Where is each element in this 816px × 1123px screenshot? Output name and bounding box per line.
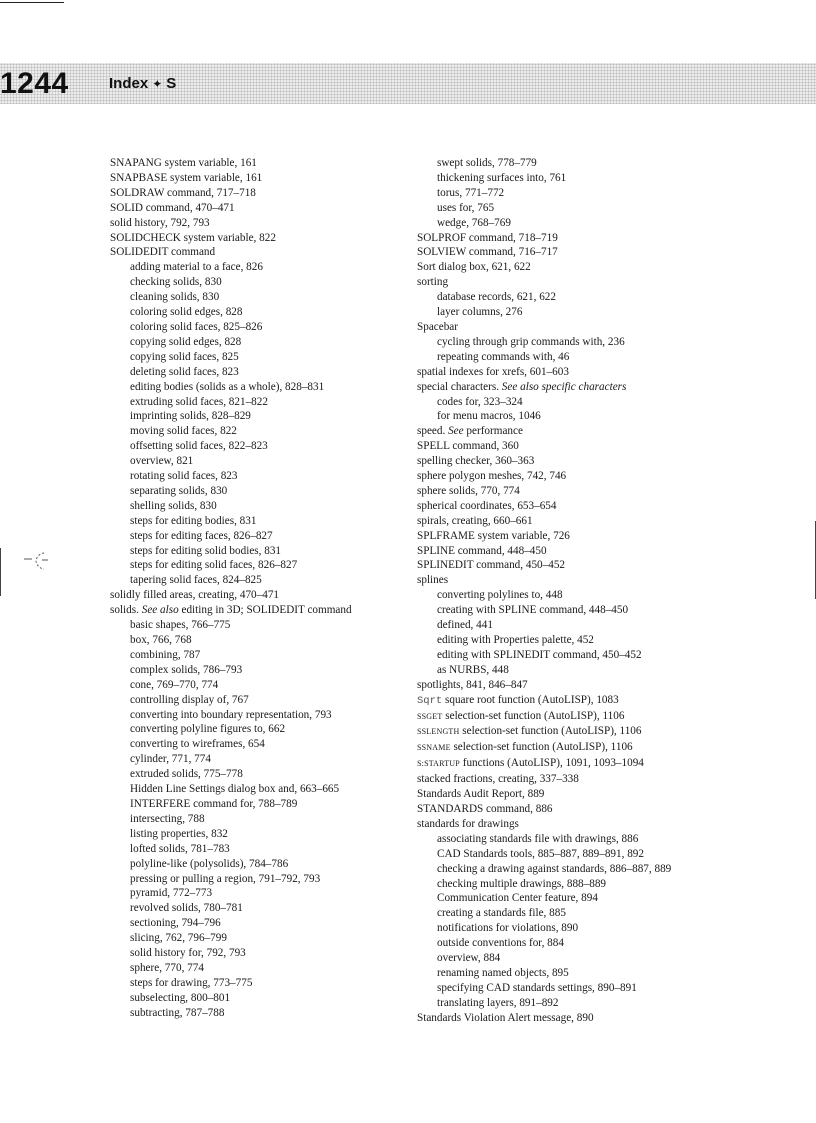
entry-text: translating layers, 891–892 bbox=[437, 996, 559, 1009]
entry-text: steps for editing solid faces, 826–827 bbox=[130, 559, 298, 572]
entry-text: creating with SPLINE command, 448–450 bbox=[437, 604, 629, 617]
index-entry bbox=[417, 245, 717, 260]
index-subentry bbox=[110, 693, 395, 708]
entry-text: S:STARTUP bbox=[417, 759, 460, 769]
index-subentry bbox=[110, 678, 395, 693]
entry-text: standards for drawings bbox=[417, 817, 519, 830]
entry-text: spotlights, 841, 846–847 bbox=[417, 678, 528, 691]
index-subentry bbox=[110, 931, 395, 946]
entry-text: editing with Properties palette, 452 bbox=[437, 634, 594, 646]
index-subentry bbox=[417, 648, 717, 663]
entry-text: rotating solid faces, 823 bbox=[130, 470, 238, 483]
index-subentry bbox=[417, 832, 717, 847]
entry-text: SOLPROF command, 718–719 bbox=[417, 231, 558, 244]
index-subentry bbox=[110, 916, 395, 931]
entry-text: See also specific characters bbox=[501, 380, 627, 393]
entry-text: combining, 787 bbox=[130, 648, 201, 661]
entry-text: CAD Standards tools, 885–887, 889–891, 892 bbox=[437, 847, 644, 860]
entry-text: See bbox=[448, 425, 464, 438]
entry-text: converting polyline figures to, 662 bbox=[130, 723, 286, 736]
index-entry bbox=[417, 231, 717, 246]
entry-text: subtracting, 787–788 bbox=[130, 1006, 225, 1019]
index-subentry bbox=[110, 722, 395, 737]
index-subentry bbox=[417, 936, 717, 951]
index-subentry bbox=[417, 201, 717, 216]
entry-text: INTERFERE command for, 788–789 bbox=[130, 797, 298, 810]
entry-text: polyline-like (polysolids), 784–786 bbox=[130, 857, 289, 870]
entry-text: intersecting, 788 bbox=[130, 812, 205, 825]
entry-text: database records, 621, 622 bbox=[437, 291, 556, 304]
index-subentry bbox=[110, 260, 395, 275]
entry-text: cylinder, 771, 774 bbox=[130, 753, 211, 766]
entry-text: steps for editing solid bodies, 831 bbox=[130, 544, 282, 557]
index-subentry bbox=[417, 186, 717, 201]
index-entry bbox=[417, 499, 717, 514]
entry-text: SSGET bbox=[417, 711, 443, 721]
entry-text: thickening surfaces into, 761 bbox=[437, 171, 567, 184]
index-subentry bbox=[110, 558, 395, 573]
entry-text: checking multiple drawings, 888–889 bbox=[437, 877, 607, 890]
entry-text: SOLIDCHECK system variable, 822 bbox=[110, 231, 276, 244]
entry-text: complex solids, 786–793 bbox=[130, 663, 243, 676]
entry-text: deleting solid faces, 823 bbox=[130, 365, 239, 378]
index-entry bbox=[417, 558, 717, 573]
entry-text: associating standards file with drawings, 886 bbox=[437, 832, 639, 845]
index-subentry bbox=[110, 290, 395, 305]
index-entry bbox=[417, 365, 717, 380]
entry-text: codes for, 323–324 bbox=[437, 395, 523, 408]
index-subentry bbox=[417, 171, 717, 186]
index-subentry bbox=[417, 951, 717, 966]
entry-text: splines bbox=[417, 574, 449, 587]
index-subentry bbox=[110, 797, 395, 812]
entry-text: overview, 884 bbox=[437, 952, 501, 965]
index-subentry bbox=[417, 906, 717, 921]
index-subentry bbox=[110, 842, 395, 857]
index-entry bbox=[417, 454, 717, 469]
index-subentry bbox=[417, 981, 717, 996]
entry-text: spherical coordinates, 653–654 bbox=[417, 499, 557, 512]
index-entry bbox=[417, 709, 717, 725]
index-entry bbox=[110, 171, 395, 186]
index-entry bbox=[417, 787, 717, 802]
entry-text: performance bbox=[463, 425, 523, 438]
index-subentry bbox=[417, 921, 717, 936]
index-entry bbox=[417, 484, 717, 499]
entry-text: SOLID command, 470–471 bbox=[110, 201, 235, 214]
entry-text: layer columns, 276 bbox=[437, 306, 523, 319]
index-subentry bbox=[110, 857, 395, 872]
index-entry bbox=[110, 231, 395, 246]
entry-text: Standards Audit Report, 889 bbox=[417, 788, 545, 801]
index-entry bbox=[417, 740, 717, 756]
entry-text: coloring solid edges, 828 bbox=[130, 306, 243, 319]
entry-text: speed. bbox=[417, 425, 449, 438]
entry-text: Hidden Line Settings dialog box and, 663–665 bbox=[130, 783, 340, 796]
section-name: Index bbox=[109, 75, 149, 92]
index-subentry bbox=[417, 891, 717, 906]
entry-text: cone, 769–770, 774 bbox=[130, 678, 219, 691]
entry-text: adding material to a face, 826 bbox=[130, 261, 263, 274]
entry-text: extruded solids, 775–778 bbox=[130, 768, 243, 781]
index-entry bbox=[417, 678, 717, 693]
index-subentry bbox=[417, 862, 717, 877]
entry-text: editing in 3D; SOLIDEDIT command bbox=[178, 604, 352, 617]
entry-text: sphere polygon meshes, 742, 746 bbox=[417, 470, 567, 483]
index-subentry bbox=[110, 663, 395, 678]
index-entry bbox=[110, 216, 395, 231]
index-entry bbox=[417, 424, 717, 439]
index-column-left bbox=[110, 156, 395, 1021]
entry-text: steps for editing faces, 826–827 bbox=[130, 529, 273, 542]
index-subentry bbox=[417, 335, 717, 350]
index-subentry bbox=[110, 350, 395, 365]
index-subentry bbox=[417, 588, 717, 603]
index-entry bbox=[417, 693, 717, 709]
entry-text: overview, 821 bbox=[130, 455, 194, 468]
index-subentry bbox=[417, 350, 717, 365]
entry-text: STANDARDS command, 886 bbox=[417, 802, 553, 815]
entry-text: separating solids, 830 bbox=[130, 484, 228, 497]
index-subentry bbox=[110, 991, 395, 1006]
entry-text: notifications for violations, 890 bbox=[437, 922, 579, 935]
index-subentry bbox=[417, 290, 717, 305]
entry-text: copying solid faces, 825 bbox=[130, 350, 239, 363]
entry-text: pyramid, 772–773 bbox=[130, 887, 213, 900]
entry-text: special characters. bbox=[417, 380, 502, 393]
index-subentry bbox=[110, 529, 395, 544]
entry-text: sphere, 770, 774 bbox=[130, 961, 204, 974]
section-letter: S bbox=[166, 75, 177, 92]
index-entry bbox=[417, 802, 717, 817]
entry-text: Spacebar bbox=[417, 320, 458, 333]
index-subentry bbox=[110, 484, 395, 499]
entry-text: swept solids, 778–779 bbox=[437, 157, 537, 169]
index-subentry bbox=[110, 514, 395, 529]
index-entry bbox=[110, 245, 395, 260]
page-number: 1244 bbox=[0, 67, 69, 100]
index-entry bbox=[417, 573, 717, 588]
entry-text: steps for editing bodies, 831 bbox=[130, 514, 257, 527]
entry-text: creating a standards file, 885 bbox=[437, 907, 566, 920]
entry-text: SPLINE command, 448–450 bbox=[417, 544, 547, 557]
index-subentry bbox=[417, 847, 717, 862]
entry-text: solidly filled areas, creating, 470–471 bbox=[110, 589, 280, 602]
index-entry bbox=[417, 275, 717, 290]
entry-text: SSNAME bbox=[417, 743, 451, 753]
index-column-right bbox=[417, 156, 717, 1026]
entry-text: converting polylines to, 448 bbox=[437, 589, 563, 602]
entry-text: SPLINEDIT command, 450–452 bbox=[417, 559, 566, 572]
entry-text: Sort dialog box, 621, 622 bbox=[417, 261, 531, 274]
entry-text: checking a drawing against standards, 886–887, 889 bbox=[437, 862, 672, 875]
entry-text: shelling solids, 830 bbox=[130, 499, 217, 512]
entry-text: spirals, creating, 660–661 bbox=[417, 514, 533, 527]
index-subentry bbox=[110, 380, 395, 395]
index-subentry bbox=[110, 618, 395, 633]
edge-mark-left bbox=[0, 548, 1, 596]
entry-text: repeating commands with, 46 bbox=[437, 350, 570, 363]
entry-text: tapering solid faces, 824–825 bbox=[130, 574, 262, 587]
index-subentry bbox=[417, 156, 717, 171]
index-entry bbox=[417, 469, 717, 484]
index-entry bbox=[417, 439, 717, 454]
entry-text: SPELL command, 360 bbox=[417, 440, 519, 453]
index-entry bbox=[417, 544, 717, 559]
entry-text: specifying CAD standards settings, 890–891 bbox=[437, 981, 637, 994]
index-subentry bbox=[110, 499, 395, 514]
index-subentry bbox=[110, 812, 395, 827]
index-subentry bbox=[417, 877, 717, 892]
entry-text: lofted solids, 781–783 bbox=[130, 842, 230, 855]
entry-text: wedge, 768–769 bbox=[437, 216, 511, 229]
entry-text: offsetting solid faces, 822–823 bbox=[130, 440, 268, 453]
index-subentry bbox=[110, 901, 395, 916]
index-subentry bbox=[417, 395, 717, 410]
entry-text: square root function (AutoLISP), 1083 bbox=[442, 693, 619, 706]
entry-text: selection-set function (AutoLISP), 1106 bbox=[442, 709, 625, 722]
index-subentry bbox=[110, 335, 395, 350]
entry-text: moving solid faces, 822 bbox=[130, 425, 237, 438]
index-entry bbox=[417, 529, 717, 544]
index-subentry bbox=[417, 216, 717, 231]
index-subentry bbox=[110, 454, 395, 469]
entry-text: cycling through grip commands with, 236 bbox=[437, 335, 625, 348]
entry-text: spatial indexes for xrefs, 601–603 bbox=[417, 365, 569, 378]
entry-text: SOLVIEW command, 716–717 bbox=[417, 246, 558, 259]
index-subentry bbox=[110, 976, 395, 991]
index-subentry bbox=[110, 544, 395, 559]
index-subentry bbox=[110, 961, 395, 976]
index-entry bbox=[110, 201, 395, 216]
entry-text: basic shapes, 766–775 bbox=[130, 619, 231, 632]
entry-text: outside conventions for, 884 bbox=[437, 937, 564, 950]
index-subentry bbox=[417, 603, 717, 618]
index-entry bbox=[417, 380, 717, 395]
entry-text: converting into boundary representation, 793 bbox=[130, 708, 332, 721]
index-subentry bbox=[110, 886, 395, 901]
index-subentry bbox=[417, 966, 717, 981]
margin-crop-mark-icon bbox=[16, 543, 50, 573]
index-subentry bbox=[110, 395, 395, 410]
index-subentry bbox=[417, 618, 717, 633]
index-subentry bbox=[110, 782, 395, 797]
index-entry bbox=[110, 156, 395, 171]
index-subentry bbox=[110, 752, 395, 767]
diamond-separator-icon: ✦ bbox=[152, 77, 163, 91]
index-subentry bbox=[110, 275, 395, 290]
index-entry bbox=[417, 817, 717, 832]
entry-text: revolved solids, 780–781 bbox=[130, 902, 243, 915]
index-entry bbox=[110, 186, 395, 201]
entry-text: stacked fractions, creating, 337–338 bbox=[417, 773, 579, 786]
entry-text: sphere solids, 770, 774 bbox=[417, 484, 520, 497]
entry-text: SNAPBASE system variable, 161 bbox=[110, 171, 263, 184]
entry-text: SPLFRAME system variable, 726 bbox=[417, 529, 570, 542]
index-subentry bbox=[110, 409, 395, 424]
entry-text: subselecting, 800–801 bbox=[130, 991, 231, 1004]
entry-text: listing properties, 832 bbox=[130, 827, 228, 840]
index-entry bbox=[417, 756, 717, 772]
entry-text: editing with SPLINEDIT command, 450–452 bbox=[437, 648, 642, 661]
entry-text: coloring solid faces, 825–826 bbox=[130, 320, 263, 333]
entry-text: SOLIDEDIT command bbox=[110, 246, 216, 259]
entry-text: for menu macros, 1046 bbox=[437, 410, 541, 423]
entry-text: box, 766, 768 bbox=[130, 634, 192, 646]
index-entry bbox=[417, 260, 717, 275]
running-header-title bbox=[109, 62, 176, 105]
entry-text: copying solid edges, 828 bbox=[130, 335, 242, 348]
index-entry bbox=[417, 1011, 717, 1026]
entry-text: See also bbox=[141, 604, 179, 617]
entry-text: as NURBS, 448 bbox=[437, 663, 509, 676]
index-subentry bbox=[110, 439, 395, 454]
index-subentry bbox=[110, 633, 395, 648]
entry-text: controlling display of, 767 bbox=[130, 693, 249, 706]
index-subentry bbox=[110, 424, 395, 439]
entry-text: renaming named objects, 895 bbox=[437, 966, 569, 979]
index-entry bbox=[110, 588, 395, 603]
entry-text: solid history, 792, 793 bbox=[110, 216, 210, 229]
index-entry bbox=[110, 603, 395, 618]
entry-text: editing bodies (solids as a whole), 828–831 bbox=[130, 380, 325, 393]
entry-text: extruding solid faces, 821–822 bbox=[130, 395, 268, 408]
index-subentry bbox=[110, 872, 395, 887]
entry-text: cleaning solids, 830 bbox=[130, 291, 220, 304]
entry-text: Sqrt bbox=[417, 694, 443, 707]
entry-text: steps for drawing, 773–775 bbox=[130, 976, 253, 989]
entry-text: torus, 771–772 bbox=[437, 186, 505, 199]
entry-text: selection-set function (AutoLISP), 1106 bbox=[450, 741, 633, 754]
entry-text: defined, 441 bbox=[437, 619, 493, 632]
entry-text: SSLENGTH bbox=[417, 727, 460, 737]
index-subentry bbox=[110, 827, 395, 842]
entry-text: uses for, 765 bbox=[437, 201, 495, 214]
index-subentry bbox=[110, 708, 395, 723]
index-subentry bbox=[110, 365, 395, 380]
index-subentry bbox=[110, 767, 395, 782]
index-subentry bbox=[110, 305, 395, 320]
entry-text: sorting bbox=[417, 276, 449, 289]
index-subentry bbox=[417, 409, 717, 424]
index-subentry bbox=[110, 648, 395, 663]
index-subentry bbox=[110, 946, 395, 961]
index-subentry bbox=[110, 737, 395, 752]
index-subentry bbox=[110, 469, 395, 484]
index-entry bbox=[417, 724, 717, 740]
entry-text: functions (AutoLISP), 1091, 1093–1094 bbox=[459, 757, 644, 770]
entry-text: Communication Center feature, 894 bbox=[437, 892, 598, 905]
entry-text: Standards Violation Alert message, 890 bbox=[417, 1011, 594, 1024]
entry-text: solid history for, 792, 793 bbox=[130, 947, 246, 960]
entry-text: sectioning, 794–796 bbox=[130, 917, 221, 930]
entry-text: selection-set function (AutoLISP), 1106 bbox=[459, 725, 642, 738]
index-subentry bbox=[110, 573, 395, 588]
entry-text: pressing or pulling a region, 791–792, 793 bbox=[130, 872, 321, 885]
entry-text: solids. bbox=[110, 604, 142, 617]
index-subentry bbox=[417, 633, 717, 648]
entry-text: spelling checker, 360–363 bbox=[417, 455, 535, 468]
entry-text: SOLDRAW command, 717–718 bbox=[110, 186, 256, 199]
index-subentry bbox=[417, 305, 717, 320]
entry-text: SNAPANG system variable, 161 bbox=[110, 157, 257, 169]
index-subentry bbox=[417, 996, 717, 1011]
entry-text: slicing, 762, 796–799 bbox=[130, 932, 227, 945]
index-subentry bbox=[110, 1006, 395, 1021]
index-subentry bbox=[110, 320, 395, 335]
entry-text: converting to wireframes, 654 bbox=[130, 738, 265, 751]
entry-text: imprinting solids, 828–829 bbox=[130, 410, 251, 423]
index-entry bbox=[417, 320, 717, 335]
index-entry bbox=[417, 514, 717, 529]
index-subentry bbox=[417, 663, 717, 678]
index-entry bbox=[417, 772, 717, 787]
top-rule bbox=[0, 2, 64, 3]
entry-text: checking solids, 830 bbox=[130, 276, 222, 289]
